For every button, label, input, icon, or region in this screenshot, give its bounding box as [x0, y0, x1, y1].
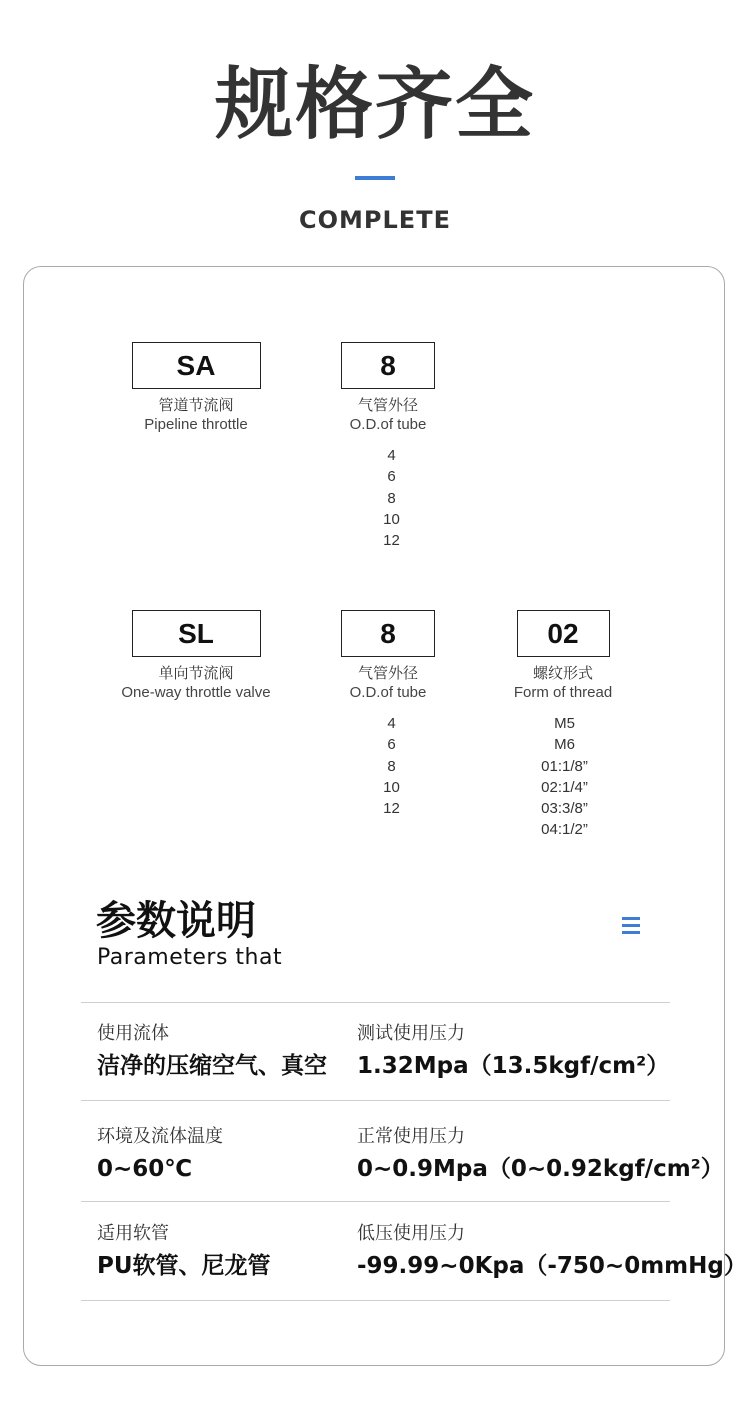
param-value: 0~0.9Mpa（0~0.92kgf/cm²） — [357, 1156, 724, 1182]
option-item: 04:1/2” — [541, 821, 588, 839]
option-item: 10 — [383, 510, 400, 528]
code-box: SA — [132, 342, 261, 389]
option-item: M6 — [554, 736, 575, 754]
page-title: 规格齐全 — [214, 60, 535, 150]
code-label-cn: 单向节流阀 — [158, 664, 234, 682]
spec-item-tube-od — [308, 342, 468, 551]
code-label-en: Pipeline throttle — [144, 416, 248, 433]
param-value: 洁净的压缩空气、真空 — [97, 1053, 327, 1079]
option-item: 01:1/8” — [541, 757, 588, 775]
option-item: 10 — [383, 778, 400, 796]
spec-item-type — [116, 610, 276, 703]
menu-icon-bar — [622, 931, 640, 934]
param-label: 正常使用压力 — [357, 1126, 465, 1147]
spec-item-thread — [483, 610, 643, 841]
param-label: 适用软管 — [97, 1223, 169, 1244]
option-item: 12 — [383, 532, 400, 550]
spec-item-type — [116, 342, 276, 435]
param-temperature — [97, 1125, 223, 1184]
code-box: 02 — [517, 610, 610, 657]
option-list — [483, 713, 643, 841]
param-value: -99.99~0Kpa（-750~0mmHg） — [357, 1253, 747, 1279]
option-list — [308, 713, 468, 819]
param-normal-pressure — [357, 1125, 724, 1184]
code-label-cn: 螺纹形式 — [532, 664, 593, 682]
option-item: 8 — [387, 489, 396, 507]
title-accent-divider — [355, 176, 395, 180]
code-box: 8 — [341, 342, 435, 389]
param-label: 使用流体 — [97, 1023, 169, 1044]
param-label: 环境及流体温度 — [97, 1126, 223, 1147]
option-item: 12 — [383, 800, 400, 818]
option-item: 02:1/4” — [541, 778, 588, 796]
param-label: 低压使用压力 — [357, 1223, 465, 1244]
param-value: PU软管、尼龙管 — [97, 1253, 271, 1279]
option-item: M5 — [554, 715, 575, 732]
param-value: 0~60℃ — [97, 1156, 193, 1182]
code-label-en: Form of thread — [513, 684, 613, 701]
option-item: 4 — [387, 447, 396, 464]
divider — [81, 1100, 670, 1101]
option-item: 8 — [387, 757, 396, 775]
parameters-title: 参数说明 — [96, 898, 256, 944]
spec-item-tube-od — [308, 610, 468, 819]
code-label-en: One-way throttle valve — [121, 684, 271, 701]
option-item: 6 — [387, 736, 396, 754]
option-list — [308, 445, 468, 551]
param-low-pressure — [357, 1222, 747, 1281]
page-subtitle: COMPLETE — [299, 206, 451, 234]
option-item: 4 — [387, 715, 396, 732]
divider — [81, 1201, 670, 1202]
param-test-pressure — [357, 1022, 669, 1081]
param-tubing — [97, 1222, 271, 1281]
code-label-en: O.D.of tube — [349, 684, 427, 701]
code-label-cn: 气管外径 — [357, 664, 418, 682]
code-label-cn: 管道节流阀 — [158, 396, 234, 414]
option-item: 03:3/8” — [541, 800, 588, 818]
code-box: 8 — [341, 610, 435, 657]
menu-icon-bar — [622, 924, 640, 927]
code-label-en: O.D.of tube — [349, 416, 427, 433]
option-item: 6 — [387, 468, 396, 486]
parameters-subtitle: Parameters that — [97, 945, 283, 970]
param-fluid — [97, 1022, 327, 1081]
code-label-cn: 气管外径 — [357, 396, 418, 414]
divider — [81, 1300, 670, 1301]
param-label: 测试使用压力 — [357, 1023, 465, 1044]
divider — [81, 1002, 670, 1003]
menu-icon-bar — [622, 917, 640, 920]
param-value: 1.32Mpa（13.5kgf/cm²） — [357, 1053, 670, 1079]
menu-icon — [622, 917, 640, 935]
code-box: SL — [132, 610, 261, 657]
